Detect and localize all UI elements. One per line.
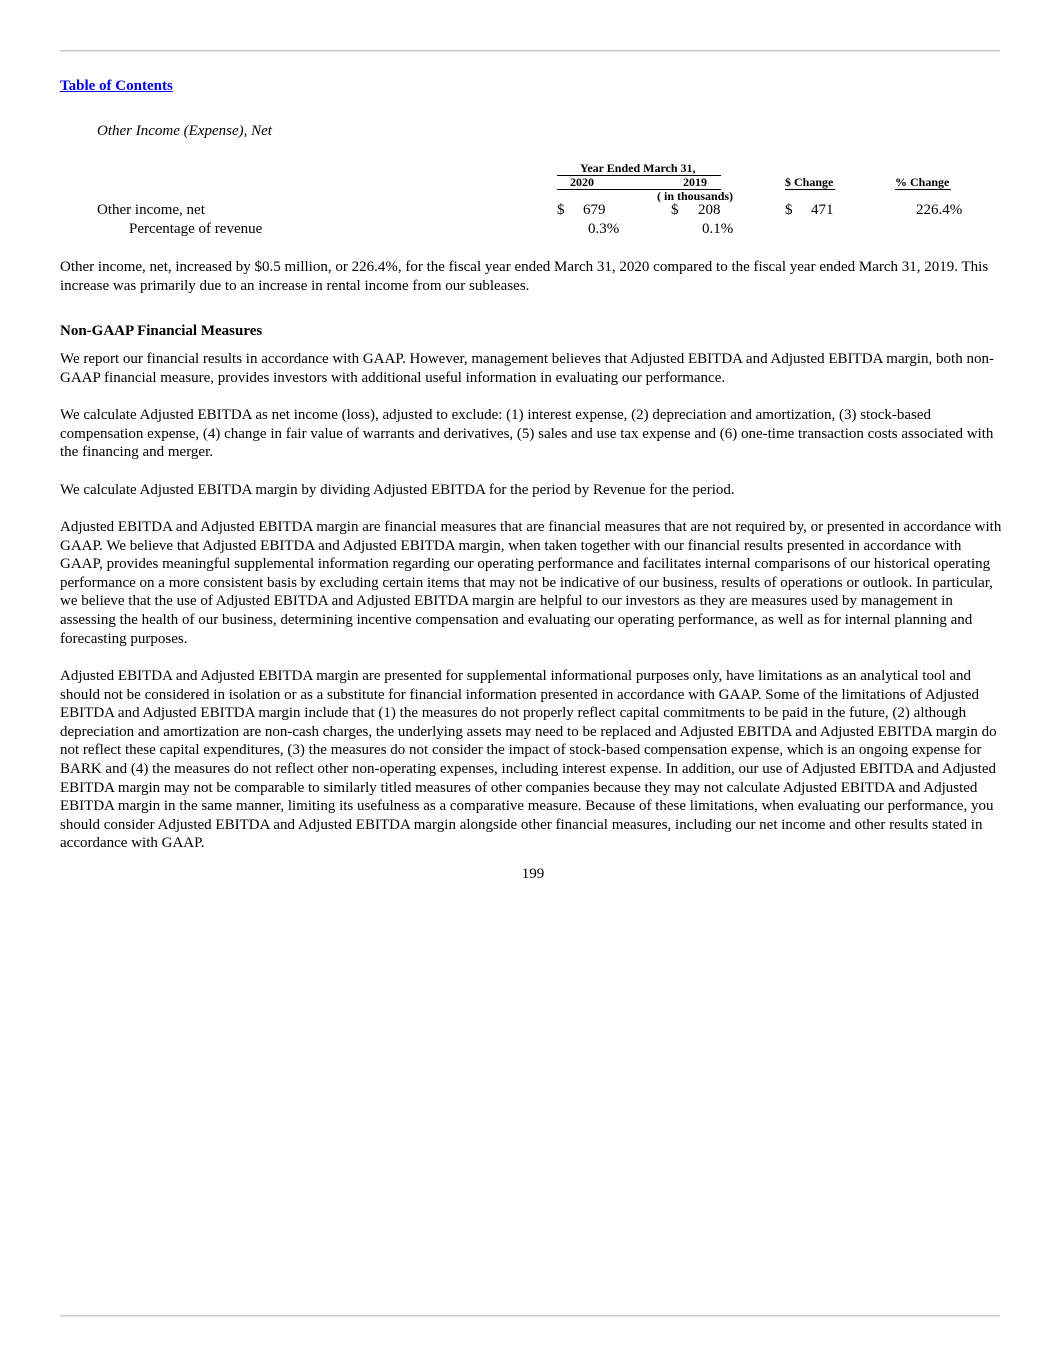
paragraph-non-gaap-intro: We report our financial results in accordance with GAAP. However, management believes that Adjusted EBITDA and Adjusted EBITDA margin, both non-GAAP financial measure, provides investors with additional useful information in evaluating our performance. (60, 351, 994, 386)
value-2020: 679 (583, 202, 606, 218)
row-label-other-income: Other income, net (97, 202, 205, 218)
value-percent-change: 226.4% (916, 202, 963, 218)
currency-symbol-change: $ (785, 202, 793, 218)
column-header-dollar-change: $ Change (785, 175, 834, 189)
currency-symbol-2019: $ (671, 202, 679, 218)
paragraph-other-income-summary: Other income, net, increased by $0.5 million, or 226.4%, for the fiscal year ended March 31, 2020 compared to the fiscal year ended March 31, 2019. This increase was primarily due to an increase in rental income from our subleases. (60, 259, 989, 294)
year-ended-header: Year Ended March 31, (580, 161, 696, 175)
paragraph-ebitda-limitations: Adjusted EBITDA and Adjusted EBITDA margin are presented for supplemental informational purposes only, have limitations as an analytical tool and should not be considered in isolation or as a substitute for financial information presented in accordance with GAAP. Some of the limitations of Adjusted EBITDA and Adjusted EBITDA margin include that (1) the measures do not properly reflect capital commitments to be paid in the future, (2) although depreciation and amortization are non-cash charges, the underlying assets may need to be replaced and Adjusted EBITDA and Adjusted EBITDA margin do not reflect these capital expenditures, (3) the measures do not consider the impact of stock-based compensation expense, which is an ongoing expense for BARK and (4) the measures do not reflect other non-operating expenses, including interest expense. In addition, our use of Adjusted EBITDA and Adjusted EBITDA margin may not be comparable to similarly titled measures of other companies because they may not calculate Adjusted EBITDA and Adjusted EBITDA margin in the same manner, limiting its usefulness as a comparative measure. Because of these limitations, when evaluating our performance, you should consider Adjusted EBITDA and Adjusted EBITDA margin alongside other financial measures, including our net income and other results stated in accordance with GAAP. (60, 668, 997, 852)
units-note: ( in thousands) (657, 189, 734, 203)
value-2019: 208 (698, 202, 721, 218)
currency-symbol-2020: $ (557, 202, 565, 218)
column-header-percent-change: % Change (895, 175, 950, 189)
paragraph-adjusted-ebitda-definition: We calculate Adjusted EBITDA as net income (loss), adjusted to exclude: (1) interest expense, (2) depreciation and amortization, (3) stock-based compensation expense, (4) change in fair value of warrants and derivatives, (5) sales and use tax expense and (6) one-time transaction costs associated with the financing and merger. (60, 407, 994, 461)
footer-divider (60, 1315, 1000, 1316)
paragraph-ebitda-margin-definition: We calculate Adjusted EBITDA margin by dividing Adjusted EBITDA for the period by Revenue for the period. (60, 482, 735, 498)
percentage-2019: 0.1% (702, 221, 734, 237)
row-label-percentage-of-revenue: Percentage of revenue (129, 221, 263, 237)
table-of-contents-link[interactable]: Table of Contents (60, 78, 173, 94)
column-header-2020: 2020 (570, 175, 594, 189)
column-header-2019: 2019 (683, 175, 707, 189)
percentage-2020: 0.3% (588, 221, 620, 237)
section-heading-non-gaap: Non-GAAP Financial Measures (60, 323, 263, 339)
page-number: 199 (521, 866, 545, 882)
percent-change-underline (895, 189, 951, 190)
dollar-change-underline (785, 189, 835, 190)
paragraph-ebitda-usefulness: Adjusted EBITDA and Adjusted EBITDA margin are financial measures that are financial measures that are not required by, or presented in accordance with GAAP. We believe that Adjusted EBITDA and Adjusted EBITDA margin, when taken together with our financial results presented in accordance with GAAP, provides meaningful supplemental information regarding our operating performance and facilitates internal comparisons of our historical operating performance on a more consistent basis by excluding certain items that may not be indicative of our business, results of operations or outlook. In particular, we believe that the use of Adjusted EBITDA and Adjusted EBITDA margin are helpful to our investors as they are measures used by management in assessing the health of our business, determining incentive compensation and evaluating our operating performance, as well as for internal planning and forecasting purposes. (60, 519, 1002, 647)
value-dollar-change: 471 (811, 202, 834, 218)
section-title: Other Income (Expense), Net (97, 123, 272, 139)
header-divider (60, 50, 1000, 51)
